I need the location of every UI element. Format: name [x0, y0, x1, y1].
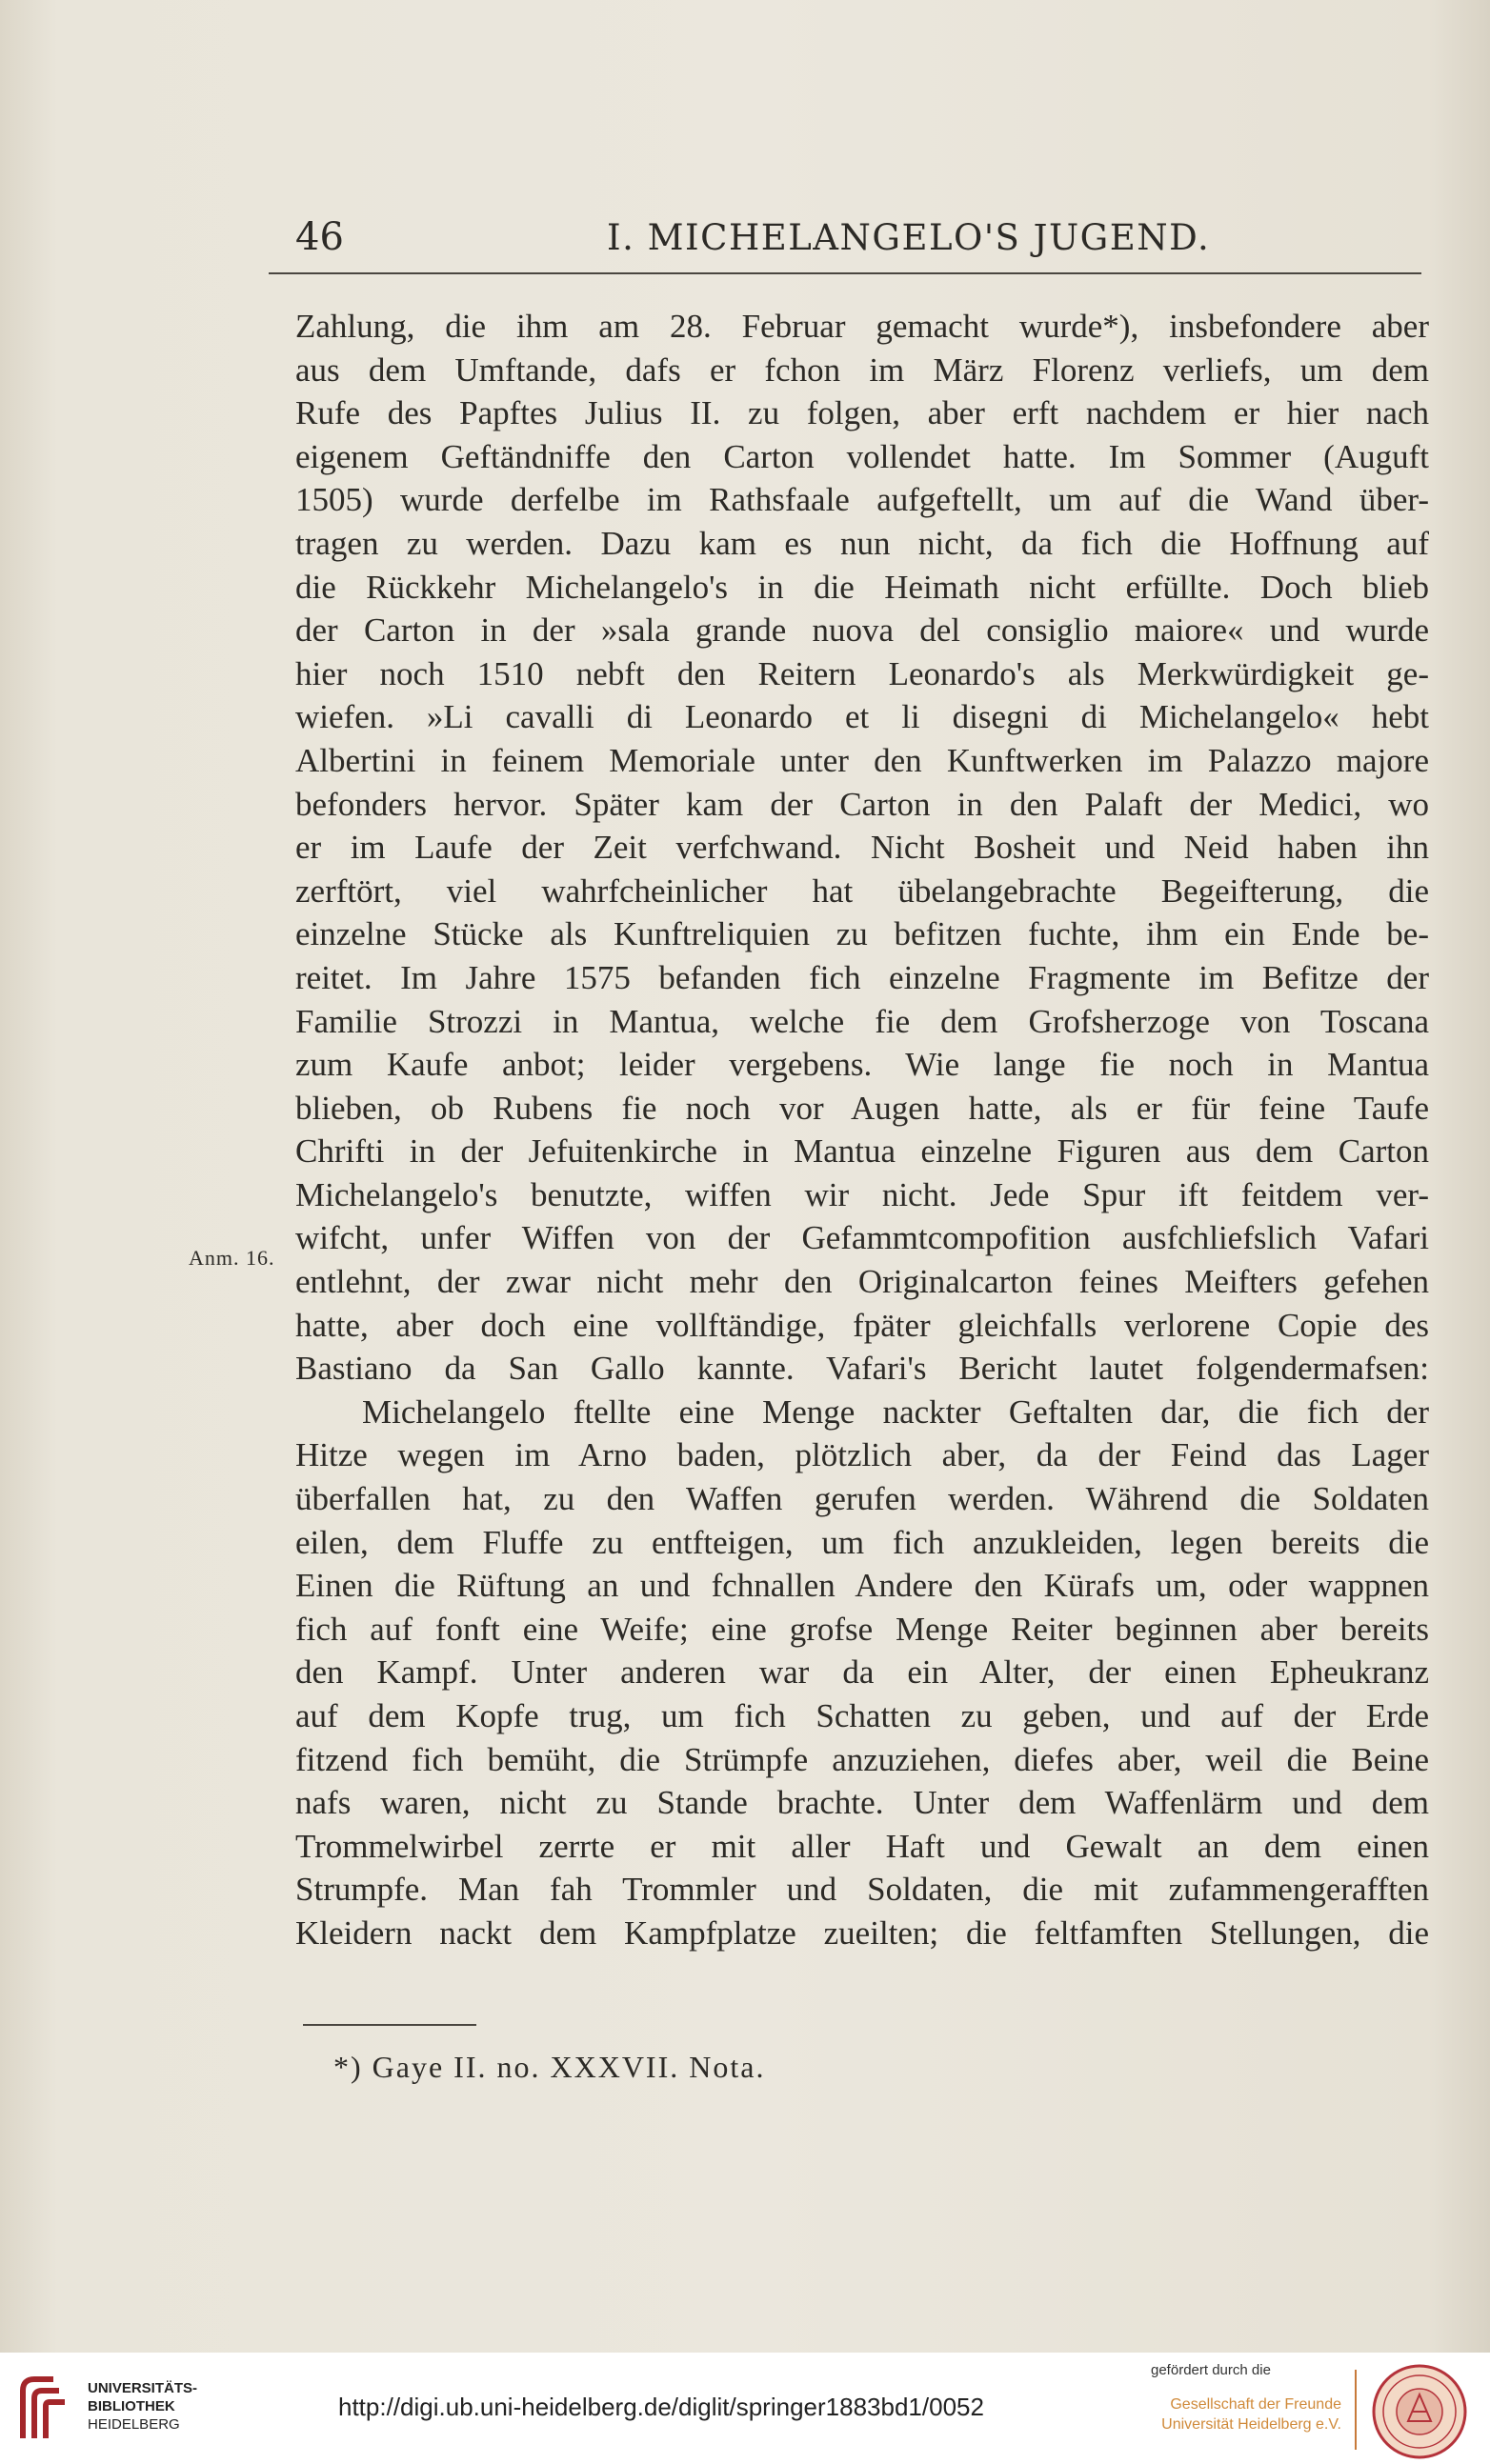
text-line: eigenem Geftändniffe den Carton vollendet hatte. Im Sommer (Auguft: [295, 437, 1429, 475]
sponsor-name: [1151, 2394, 1341, 2434]
text-line: eilen, dem Fluffe zu entfteigen, um fich anzukleiden, legen bereits die: [295, 1523, 1429, 1561]
text-line: tragen zu werden. Dazu kam es nun nicht, da fich die Hoffnung auf: [295, 524, 1429, 562]
text-line: Chrifti in der Jefuitenkirche in Mantua einzelne Figuren aus dem Carton: [295, 1132, 1429, 1171]
margin-note: Anm. 16.: [189, 1246, 275, 1270]
footnote: *) Gaye II. no. XXXVII. Nota.: [333, 2050, 766, 2084]
text-line: überfallen hat, zu den Waffen gerufen werden. Während die Soldaten: [295, 1480, 1429, 1518]
text-line: Albertini in feinem Memoriale unter den Kunftwerken im Palazzo majore: [295, 741, 1429, 779]
sponsor-name-line: Gesellschaft der Freunde: [1170, 2396, 1341, 2413]
running-title: I. MICHELANGELO'S JUGEND.: [607, 217, 1211, 258]
text-line: auf dem Kopfe trug, um fich Schatten zu geben, und auf der Erde: [295, 1697, 1429, 1734]
text-line: nafs waren, nicht zu Stande brachte. Unter dem Waffenlärm und dem: [295, 1784, 1429, 1822]
text-line: Einen die Rüftung an und fchnallen Andere den Kürafs um, oder wappnen: [295, 1567, 1429, 1605]
library-name-line: BIBLIOTHEK: [88, 2398, 175, 2414]
body-text: [295, 305, 1429, 1955]
text-line: zerftört, viel wahrfcheinlicher hat übelangebrachte Begeifterung, die: [295, 871, 1429, 910]
page-number: 46: [295, 215, 344, 259]
text-line: blieben, ob Rubens fie noch vor Augen hatte, als er für feine Taufe: [295, 1089, 1429, 1127]
library-name: [88, 2379, 221, 2434]
page-header: [269, 215, 1421, 274]
text-line: Kleidern nackt dem Kampfplatze zueilten; die feltfamften Stellungen, die: [295, 1913, 1429, 1952]
permalink-url[interactable]: http://digi.ub.uni-heidelberg.de/diglit/springer1883bd1/0052: [338, 2393, 984, 2421]
text-line: der Carton in der »sala grande nuova del consiglio maiore« und wurde: [295, 611, 1429, 650]
text-line: Trommelwirbel zerrte er mit aller Haft und Gewalt an dem einen: [295, 1827, 1429, 1865]
text-line: hier noch 1510 nebft den Reitern Leonardo's als Merkwürdigkeit ge-: [295, 654, 1429, 692]
text-line: 1505) wurde derfelbe im Rathsfaale aufgeftellt, um auf die Wand über-: [295, 481, 1429, 519]
text-line: zum Kaufe anbot; leider vergebens. Wie lange fie noch in Mantua: [295, 1046, 1429, 1084]
digitization-footer: [0, 2353, 1490, 2464]
text-line: reitet. Im Jahre 1575 befanden fich einzelne Fragmente im Befitze der: [295, 958, 1429, 996]
text-line: fitzend fich bemüht, die Strümpfe anzuziehen, diefes aber, weil die Beine: [295, 1740, 1429, 1778]
text-line: Familie Strozzi in Mantua, welche fie dem Grofsherzoge von Toscana: [295, 1002, 1429, 1040]
sponsor-label: gefördert durch die: [1151, 2362, 1271, 2378]
text-line: fich auf fonft eine Weife; eine grofse Menge Reiter beginnen aber bereits: [295, 1610, 1429, 1648]
footnote-divider: [303, 2024, 476, 2026]
text-line: Hitze wegen im Arno baden, plötzlich aber, da der Feind das Lager: [295, 1436, 1429, 1474]
library-name-line: UNIVERSITÄTS-: [88, 2380, 198, 2396]
university-seal-icon: [1370, 2362, 1469, 2461]
footer-divider: [1355, 2370, 1357, 2450]
text-line: die Rückkehr Michelangelo's in die Heimath nicht erfüllte. Doch blieb: [295, 568, 1429, 606]
text-line: befonders hervor. Später kam der Carton in den Palaft der Medici, wo: [295, 785, 1429, 823]
text-line: Zahlung, die ihm am 28. Februar gemacht wurde*), insbefondere aber: [295, 308, 1429, 345]
text-line: Michelangelo's benutzte, wiffen wir nicht. Jede Spur ift feitdem ver-: [295, 1175, 1429, 1213]
text-line: Bastiano da San Gallo kannte. Vafari's Bericht lautet folgendermafsen:: [295, 1350, 1429, 1388]
text-line: Michelangelo ftellte eine Menge nackter Geftalten dar, die fich der: [362, 1392, 1429, 1431]
library-name-line: HEIDELBERG: [88, 2416, 180, 2433]
text-line: Strumpfe. Man fah Trommler und Soldaten, die mit zufammengerafften: [295, 1871, 1429, 1909]
text-line: hatte, aber doch eine vollftändige, fpäter gleichfalls verlorene Copie des: [295, 1306, 1429, 1344]
text-line: entlehnt, der zwar nicht mehr den Originalcarton feines Meifters gefehen: [295, 1263, 1429, 1301]
text-line: einzelne Stücke als Kunftreliquien zu befitzen fuchte, ihm ein Ende be-: [295, 915, 1429, 953]
text-line: wiefen. »Li cavalli di Leonardo et li disegni di Michelangelo« hebt: [295, 698, 1429, 736]
sponsor-name-line: Universität Heidelberg e.V.: [1161, 2416, 1341, 2433]
text-line: er im Laufe der Zeit verfchwand. Nicht Bosheit und Neid haben ihn: [295, 829, 1429, 867]
library-logo-icon: [15, 2372, 82, 2448]
text-line: Rufe des Papftes Julius II. zu folgen, aber erft nachdem er hier nach: [295, 394, 1429, 432]
text-line: aus dem Umftande, dafs er fchon im März Florenz verliefs, um dem: [295, 351, 1429, 389]
text-line: wifcht, unfer Wiffen von der Gefammtcompofition ausfchliefslich Vafari: [295, 1219, 1429, 1257]
text-line: den Kampf. Unter anderen war da ein Alter, der einen Epheukranz: [295, 1653, 1429, 1692]
